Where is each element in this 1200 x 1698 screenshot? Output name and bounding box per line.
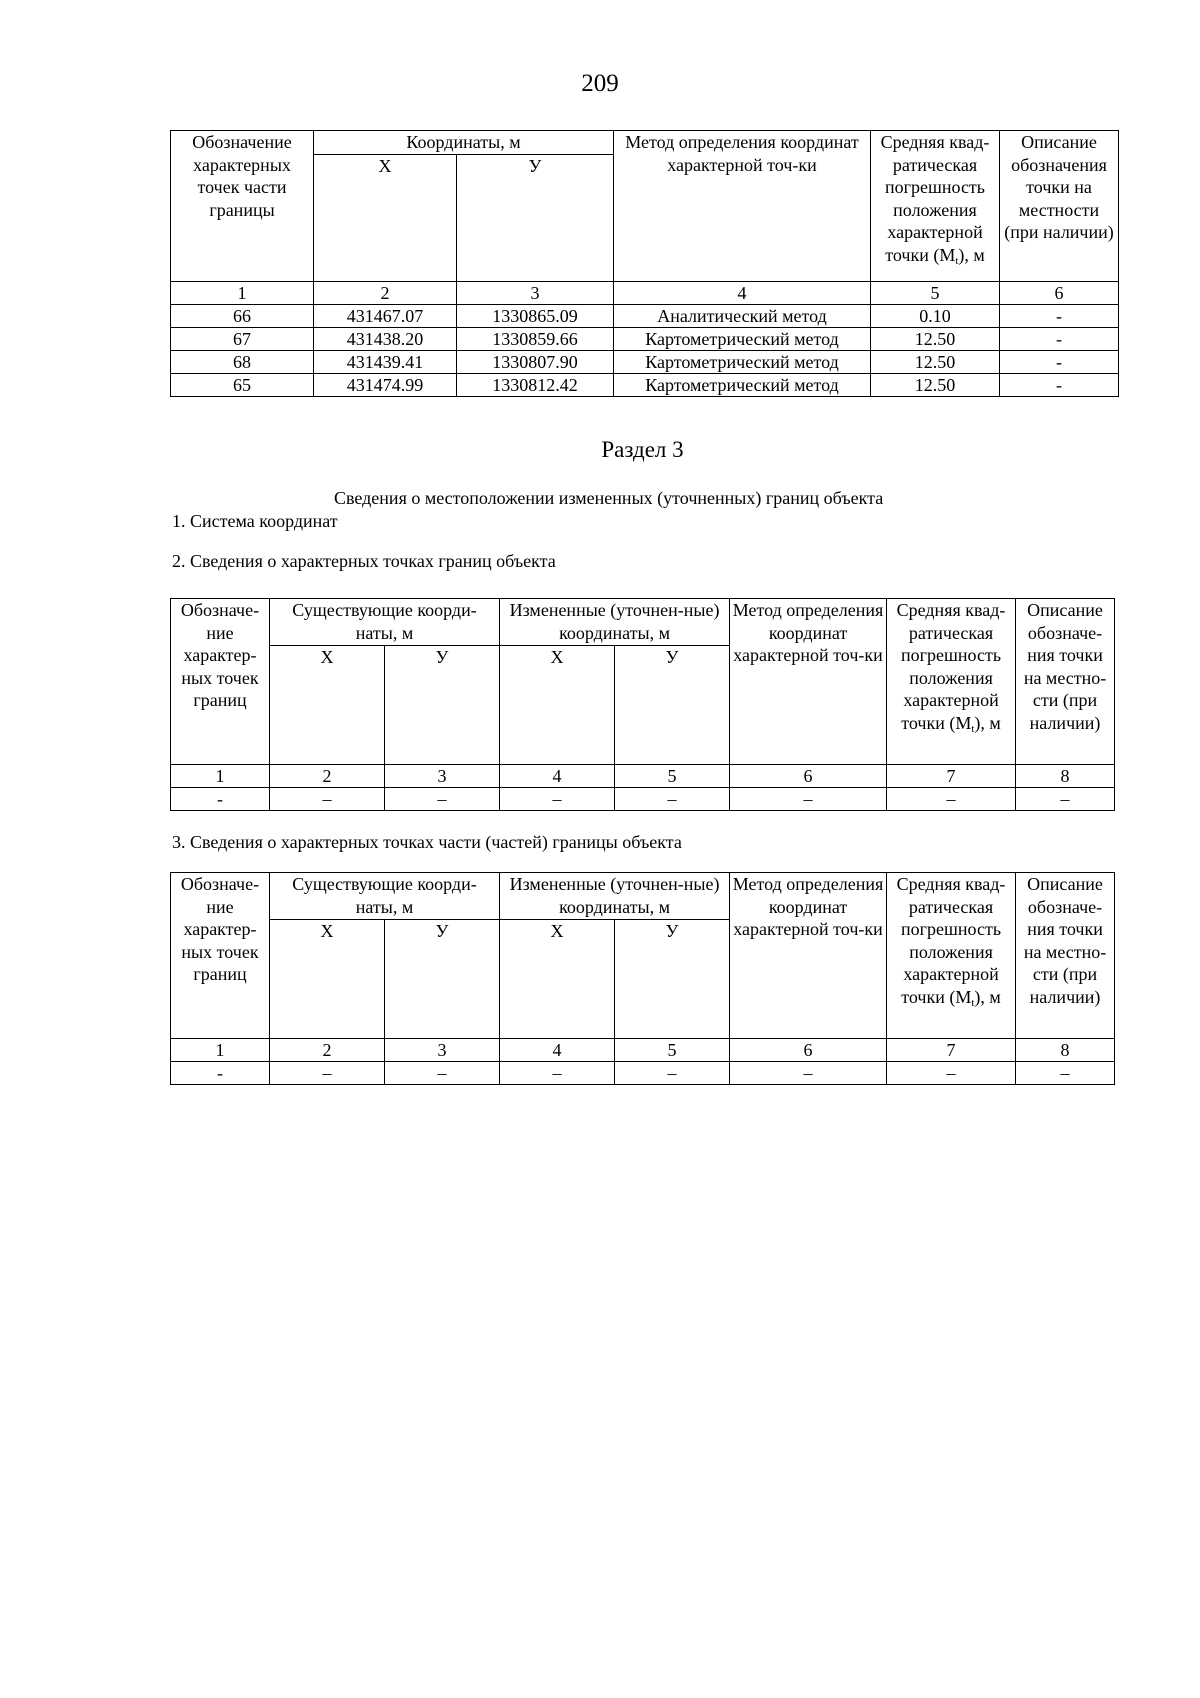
x-header: X xyxy=(314,155,457,282)
table-cell: – xyxy=(500,1062,615,1085)
method-value: Картометрический метод xyxy=(614,374,871,397)
error-value: 12.50 xyxy=(871,328,1000,351)
changed-x-header: X xyxy=(500,646,615,765)
table-cell: – xyxy=(270,788,385,811)
error-value: 0.10 xyxy=(871,305,1000,328)
table-row xyxy=(171,305,1119,328)
column-number: 1 xyxy=(171,282,314,305)
existing-coordinates-header: Существующие коорди-наты, м xyxy=(270,873,500,920)
column-number: 5 xyxy=(871,282,1000,305)
boundary-points-table xyxy=(170,598,1115,811)
method-header: Метод определения координат характерной точ-ки xyxy=(730,599,887,765)
table-row xyxy=(171,1062,1115,1085)
column-numbers-row xyxy=(171,1039,1115,1062)
header-row xyxy=(171,599,1115,646)
table-cell: – xyxy=(615,788,730,811)
table-cell: – xyxy=(887,1062,1016,1085)
column-number: 2 xyxy=(270,1039,385,1062)
error-header: Средняя квад-ратическая погрешность положения характерной точки $(M_t)$, м xyxy=(887,599,1016,765)
method-header: Метод определения координат характерной точ-ки xyxy=(614,131,871,282)
section-subtitle: Сведения о местоположении измененных (уточненных) границ объекта xyxy=(334,488,884,508)
y-value: 1330859.66 xyxy=(457,328,614,351)
method-value: Аналитический метод xyxy=(614,305,871,328)
point-id: 68 xyxy=(171,351,314,374)
column-number: 5 xyxy=(615,1039,730,1062)
existing-coordinates-header: Существующие коорди-наты, м xyxy=(270,599,500,646)
table-cell: - xyxy=(171,788,270,811)
column-number: 3 xyxy=(385,1039,500,1062)
existing-x-header: X xyxy=(270,646,385,765)
point-designation-header: Обозначе-ние характер-ных точек границ xyxy=(171,599,270,765)
table-cell: – xyxy=(1016,788,1115,811)
existing-y-header: У xyxy=(385,920,500,1039)
page-number: 209 xyxy=(581,70,619,97)
y-value: 1330865.09 xyxy=(457,305,614,328)
table-cell: – xyxy=(887,788,1016,811)
coordinates-header: Координаты, м xyxy=(314,131,614,155)
column-numbers-row xyxy=(171,282,1119,305)
table-row xyxy=(171,328,1119,351)
boundary-part-points-changes-table xyxy=(170,872,1115,1085)
method-header: Метод определения координат характерной точ-ки xyxy=(730,873,887,1039)
table-cell: – xyxy=(1016,1062,1115,1085)
header-row xyxy=(171,131,1119,155)
description-header: Описание обозначе-ния точки на местно-сти (при наличии) xyxy=(1016,873,1115,1039)
table-cell: – xyxy=(500,788,615,811)
column-number: 7 xyxy=(887,765,1016,788)
table-row xyxy=(171,374,1119,397)
table-cell: – xyxy=(385,1062,500,1085)
error-header: Средняя квад-ратическая погрешность положения характерной точки $(M_t)$, м xyxy=(871,131,1000,282)
table-cell: – xyxy=(730,788,887,811)
column-number: 1 xyxy=(171,1039,270,1062)
method-value: Картометрический метод xyxy=(614,351,871,374)
section-title: Раздел 3 xyxy=(601,437,684,462)
x-value: 431474.99 xyxy=(314,374,457,397)
error-header: Средняя квад-ратическая погрешность положения характерной точки $(M_t)$, м xyxy=(887,873,1016,1039)
column-number: 4 xyxy=(500,1039,615,1062)
column-number: 4 xyxy=(614,282,871,305)
changed-y-header: У xyxy=(615,646,730,765)
changed-coordinates-header: Измененные (уточнен-ные) координаты, м xyxy=(500,873,730,920)
y-value: 1330807.90 xyxy=(457,351,614,374)
column-number: 2 xyxy=(270,765,385,788)
column-number: 8 xyxy=(1016,1039,1115,1062)
description-value: - xyxy=(1000,328,1119,351)
column-number: 7 xyxy=(887,1039,1016,1062)
description-value: - xyxy=(1000,305,1119,328)
table-cell: – xyxy=(270,1062,385,1085)
header-row xyxy=(171,873,1115,920)
y-value: 1330812.42 xyxy=(457,374,614,397)
coordinate-system-label: 1. Система координат xyxy=(172,511,338,531)
column-number: 1 xyxy=(171,765,270,788)
description-value: - xyxy=(1000,374,1119,397)
point-id: 65 xyxy=(171,374,314,397)
description-value: - xyxy=(1000,351,1119,374)
existing-x-header: X xyxy=(270,920,385,1039)
point-id: 66 xyxy=(171,305,314,328)
column-number: 8 xyxy=(1016,765,1115,788)
point-designation-header: Обозначение характерных точек части границы xyxy=(171,131,314,282)
table-cell: – xyxy=(730,1062,887,1085)
description-header: Описание обозначения точки на местности (при наличии) xyxy=(1000,131,1119,282)
changed-y-header: У xyxy=(615,920,730,1039)
column-number: 5 xyxy=(615,765,730,788)
changed-x-header: X xyxy=(500,920,615,1039)
point-id: 67 xyxy=(171,328,314,351)
table-row xyxy=(171,351,1119,374)
table-cell: – xyxy=(385,788,500,811)
table-row xyxy=(171,788,1115,811)
column-number: 4 xyxy=(500,765,615,788)
x-value: 431438.20 xyxy=(314,328,457,351)
method-value: Картометрический метод xyxy=(614,328,871,351)
existing-y-header: У xyxy=(385,646,500,765)
column-number: 2 xyxy=(314,282,457,305)
boundary-points-heading: 2. Сведения о характерных точках границ объекта xyxy=(172,551,556,571)
point-designation-header: Обозначе-ние характер-ных точек границ xyxy=(171,873,270,1039)
error-value: 12.50 xyxy=(871,374,1000,397)
boundary-part-points-heading: 3. Сведения о характерных точках части (частей) границы объекта xyxy=(172,832,682,852)
column-number: 3 xyxy=(457,282,614,305)
table-cell: – xyxy=(615,1062,730,1085)
description-header: Описание обозначе-ния точки на местно-сти (при наличии) xyxy=(1016,599,1115,765)
changed-coordinates-header: Измененные (уточнен-ные) координаты, м xyxy=(500,599,730,646)
table-cell: - xyxy=(171,1062,270,1085)
x-value: 431439.41 xyxy=(314,351,457,374)
error-value: 12.50 xyxy=(871,351,1000,374)
column-number: 6 xyxy=(730,765,887,788)
column-number: 6 xyxy=(730,1039,887,1062)
column-number: 3 xyxy=(385,765,500,788)
column-numbers-row xyxy=(171,765,1115,788)
boundary-part-points-table xyxy=(170,130,1119,397)
x-value: 431467.07 xyxy=(314,305,457,328)
column-number: 6 xyxy=(1000,282,1119,305)
y-header: У xyxy=(457,155,614,282)
